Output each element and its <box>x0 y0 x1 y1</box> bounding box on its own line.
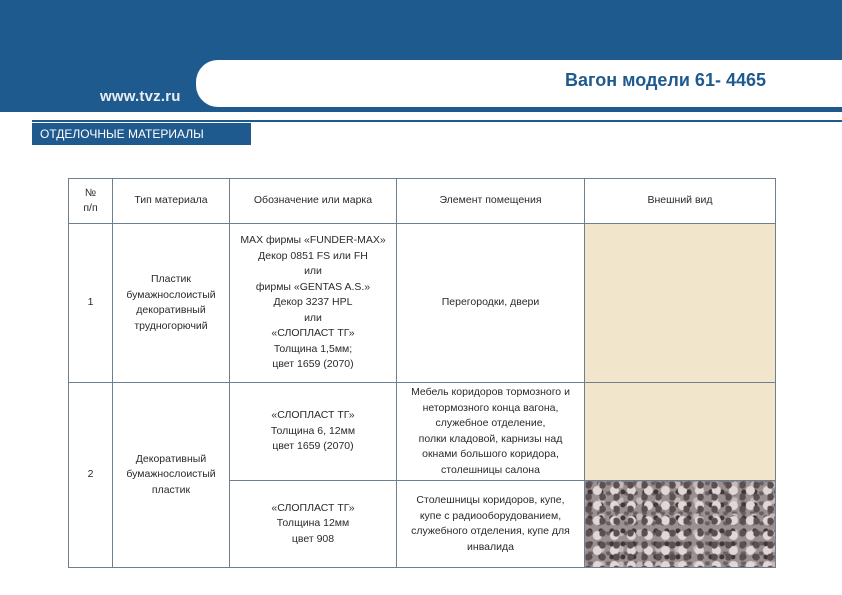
page-title: Вагон модели 61- 4465 <box>565 70 766 90</box>
row-num: 2 <box>69 383 113 568</box>
material-brand: «СЛОПЛАСТ ТГ» Толщина 12мм цвет 908 <box>230 481 397 568</box>
material-type: Пластик бумажнослоистый декоративный трудногорючий <box>113 224 230 383</box>
header-brand: Обозначение или марка <box>230 179 397 224</box>
row-num: 1 <box>69 224 113 383</box>
room-element: Мебель коридоров тормозного и нетормозного конца вагона, служебное отделение, полки кладовой, карнизы над окнами большого коридора, столешницы салона <box>397 383 585 481</box>
material-brand: MAX фирмы «FUNDER-MAX» Декор 0851 FS или FH или фирмы «GENTAS A.S.» Декор 3237 HPL или «СЛОПЛАСТ ТГ» Толщина 1,5мм; цвет 1659 (2070) <box>230 224 397 383</box>
header-element: Элемент помещения <box>397 179 585 224</box>
granite-swatch <box>585 481 776 568</box>
site-logo-text[interactable]: www.tvz.ru <box>100 88 181 105</box>
header-type: Тип материала <box>113 179 230 224</box>
room-element: Столешницы коридоров, купе, купе с радиооборудованием, служебного отделения, купе для инвалида <box>397 481 585 568</box>
materials-table <box>68 178 776 568</box>
appearance-swatch <box>585 383 776 481</box>
material-brand: «СЛОПЛАСТ ТГ» Толщина 6, 12мм цвет 1659 (2070) <box>230 383 397 481</box>
table-row <box>69 383 776 481</box>
header-num: № п/п <box>69 179 113 224</box>
divider <box>32 120 842 122</box>
appearance-swatch <box>585 224 776 383</box>
table-row <box>69 224 776 383</box>
material-type: Декоративный бумажнослоистый пластик <box>113 383 230 568</box>
table-header-row <box>69 179 776 224</box>
room-element: Перегородки, двери <box>397 224 585 383</box>
section-label: ОТДЕЛОЧНЫЕ МАТЕРИАЛЫ <box>32 123 251 145</box>
header-appearance: Внешний вид <box>585 179 776 224</box>
